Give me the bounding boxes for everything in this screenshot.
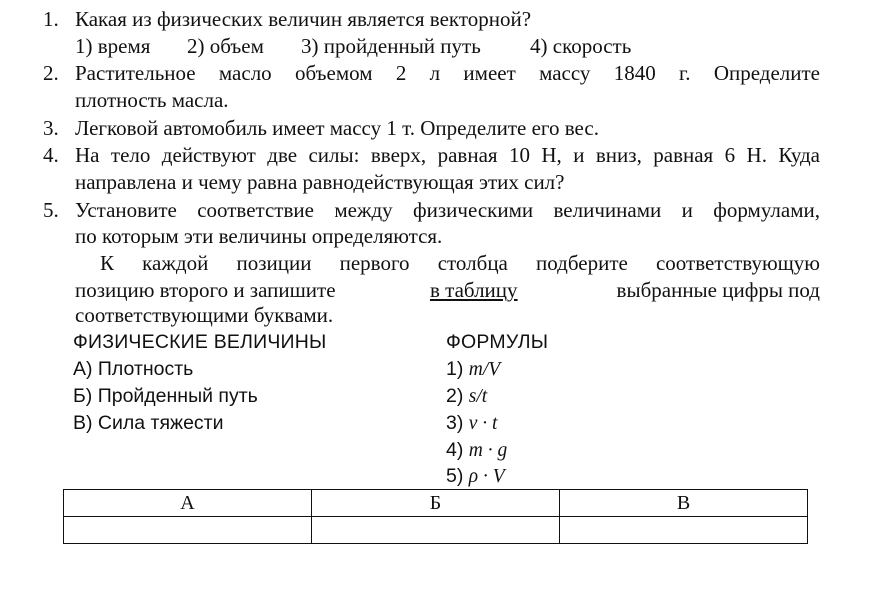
- question-5-line-1: Установите соответствие между физическими величинами и формулами,: [75, 198, 820, 222]
- option-4: 4) скорость: [530, 34, 632, 58]
- question-3-text: Легковой автомобиль имеет массу 1 т. Определите его вес.: [75, 116, 599, 140]
- question-3-number: 3.: [43, 116, 59, 140]
- left-item-a: А) Плотность: [73, 358, 194, 380]
- question-2-line-1: Растительное масло объемом 2 л имеет массу 1840 г. Определите: [75, 61, 820, 85]
- formula-3-number: 3): [446, 412, 464, 434]
- option-3: 3) пройденный путь: [301, 34, 481, 58]
- instruction-underlined-text: в таблицу: [430, 278, 518, 302]
- answer-cell-c[interactable]: [560, 517, 808, 544]
- formula-5: [446, 463, 505, 490]
- question-5-line-2: по которым эти величины определяются.: [75, 224, 443, 248]
- question-4-number: 4.: [43, 143, 59, 167]
- answer-table-header-row: [64, 490, 808, 517]
- formula-2-expression: s/t: [468, 386, 488, 407]
- question-4-line-2: направлена и чему равна равнодействующая этих сил?: [75, 170, 565, 194]
- formula-4: [446, 437, 507, 464]
- question-2-line-2: плотность масла.: [75, 88, 229, 112]
- question-1-text: Какая из физических величин является векторной?: [75, 7, 532, 31]
- answer-header-c: В: [560, 490, 808, 517]
- answer-table: [63, 489, 808, 544]
- right-column-header: ФОРМУЛЫ: [446, 331, 549, 353]
- instruction-line-1: К каждой позиции первого столбца подберите соответствующую: [100, 251, 820, 275]
- left-column-header: ФИЗИЧЕСКИЕ ВЕЛИЧИНЫ: [73, 331, 327, 353]
- question-5-number: 5.: [43, 198, 59, 222]
- formula-1-number: 1): [446, 358, 464, 380]
- option-2: 2) объем: [187, 34, 264, 58]
- option-1: 1) время: [75, 34, 151, 58]
- formula-4-expression: m · g: [468, 440, 508, 461]
- formula-1: [446, 356, 500, 383]
- question-1-options: [75, 33, 735, 59]
- formula-3: [446, 410, 497, 437]
- answer-cell-b[interactable]: [312, 517, 560, 544]
- question-2-number: 2.: [43, 61, 59, 85]
- question-4-line-1: На тело действуют две силы: вверх, равная 10 Н, и вниз, равная 6 Н. Куда: [75, 143, 820, 167]
- answer-cell-a[interactable]: [64, 517, 312, 544]
- formula-2-number: 2): [446, 385, 464, 407]
- answer-header-a: А: [64, 490, 312, 517]
- instruction-line-2-start: позицию второго и запишите: [75, 278, 336, 302]
- question-1-number: 1.: [43, 7, 59, 31]
- formula-2: [446, 383, 487, 410]
- answer-header-b: Б: [312, 490, 560, 517]
- instruction-line-3: соответствующими буквами.: [75, 303, 334, 327]
- formula-3-expression: v · t: [468, 413, 498, 434]
- formula-5-number: 5): [446, 465, 464, 487]
- left-item-c: В) Сила тяжести: [73, 412, 224, 434]
- formula-4-number: 4): [446, 439, 464, 461]
- formula-5-expression: ρ · V: [468, 466, 505, 487]
- answer-table-input-row: [64, 517, 808, 544]
- instruction-line-2: [75, 277, 820, 303]
- left-item-b: Б) Пройденный путь: [73, 385, 258, 407]
- formula-1-expression: m/V: [468, 359, 501, 380]
- instruction-line-2-end: выбранные цифры под: [616, 278, 820, 302]
